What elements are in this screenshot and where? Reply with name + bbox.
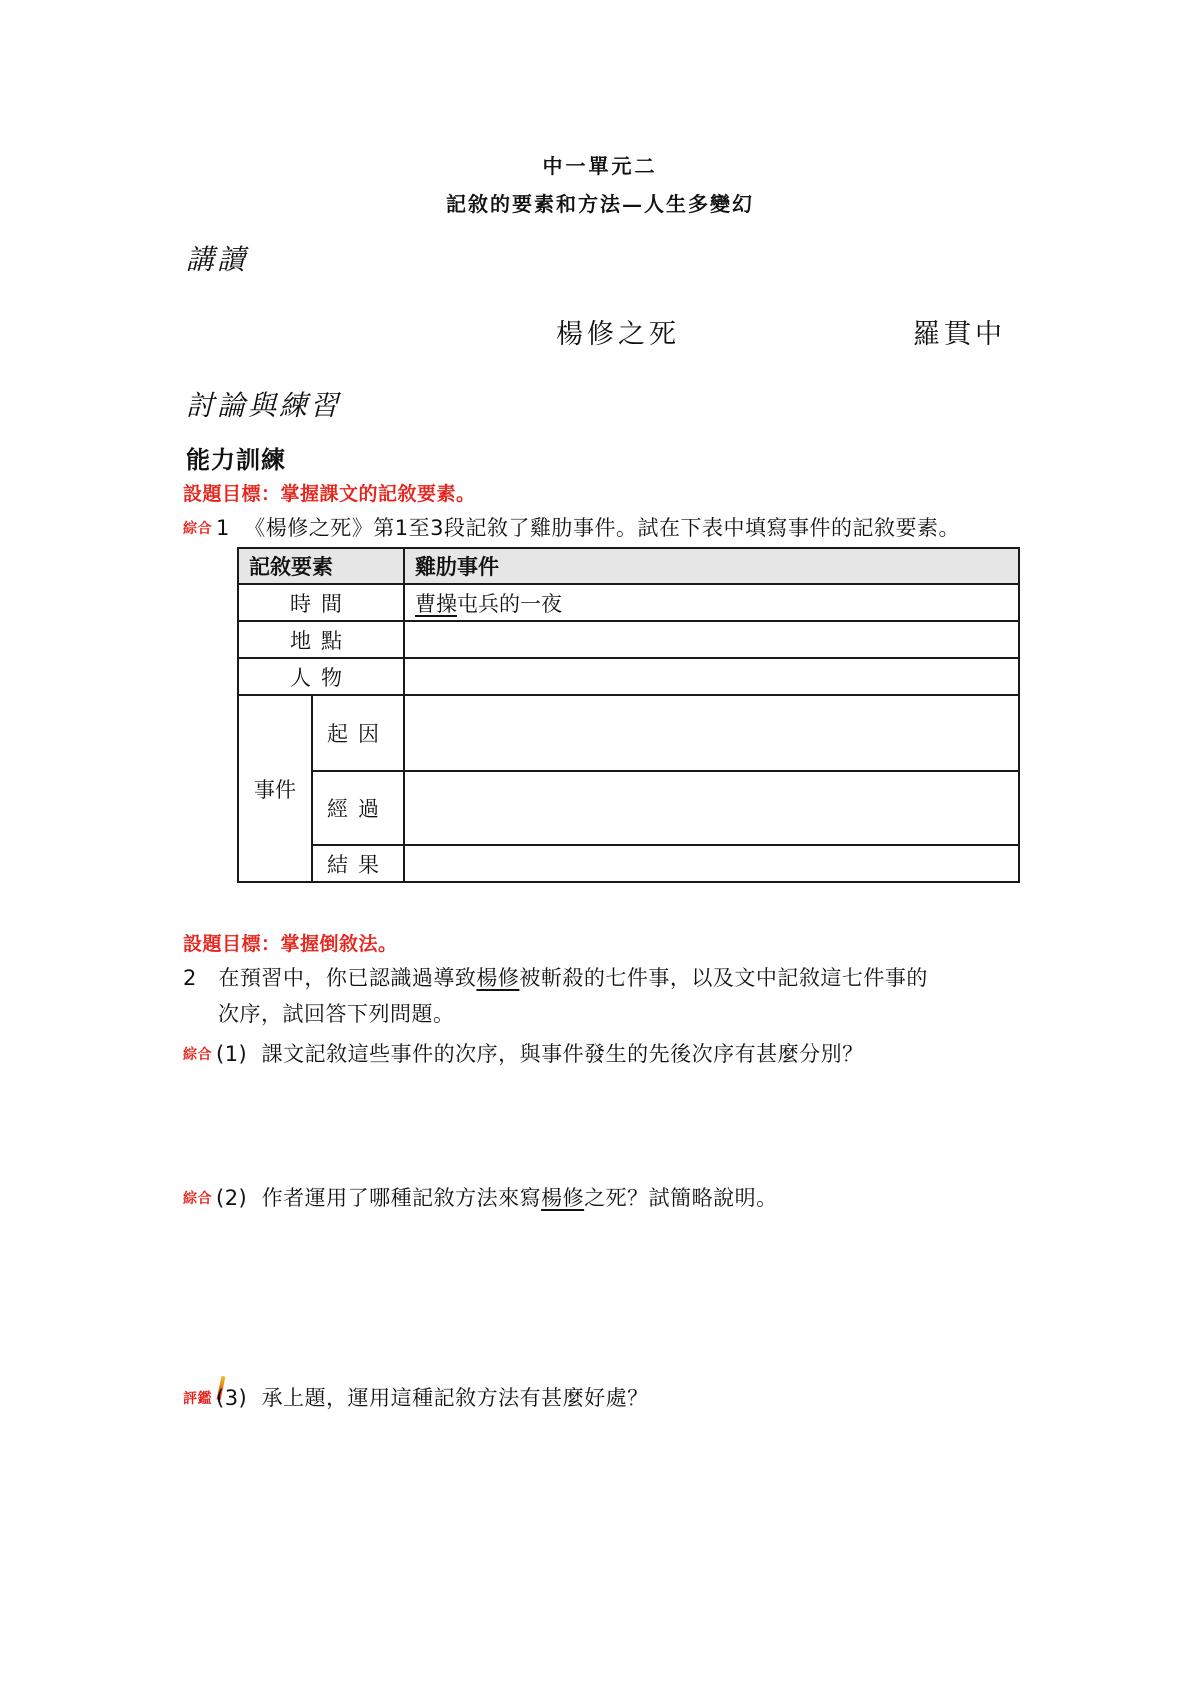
intro-name: 楊修 xyxy=(476,966,520,990)
sub-question-name: 楊修 xyxy=(541,1186,585,1210)
sub-question-number: (2) xyxy=(216,1186,248,1210)
intro-text-b: 被斬殺的七件事，以及文中記敘這七件事的 xyxy=(519,966,928,990)
time-cell[interactable] xyxy=(404,584,1019,621)
objective-1: 設題目標：掌握課文的記敘要素。 xyxy=(183,483,476,505)
time-value-rest: 屯兵的一夜 xyxy=(457,591,562,616)
reading-heading: 講讀 xyxy=(186,243,249,276)
question-1 xyxy=(183,510,960,547)
question-2-3 xyxy=(183,1380,649,1417)
row-label-process: 經過 xyxy=(312,771,404,845)
skill-tag: 綜合 xyxy=(183,521,212,537)
discussion-heading: 討論與練習 xyxy=(186,389,342,422)
skill-tag: 綜合 xyxy=(183,1191,212,1207)
cause-answer-cell[interactable] xyxy=(404,695,1019,771)
place-answer-cell[interactable] xyxy=(404,621,1019,658)
row-label-people: 人物 xyxy=(238,658,404,695)
lesson-author: 羅貫中 xyxy=(913,319,1006,350)
skill-tag: 綜合 xyxy=(183,1047,212,1063)
sub-question-text: 課文記敘這些事件的次序，與事件發生的先後次序有甚麼分別？ xyxy=(261,1042,864,1066)
row-label-event: 事件 xyxy=(238,695,312,882)
question-2-intro xyxy=(183,960,1033,1032)
row-label-place: 地點 xyxy=(238,621,404,658)
unit-label: 中一單元二 xyxy=(542,154,658,178)
skill-tag: 評鑑 xyxy=(183,1391,212,1407)
sub-question-number: (3) xyxy=(216,1386,248,1410)
intro-line-2: 次序，試回答下列問題。 xyxy=(218,1002,455,1026)
time-value-name: 曹操 xyxy=(415,591,457,616)
row-label-time: 時間 xyxy=(238,584,404,621)
section-title: 能力訓練 xyxy=(186,446,286,474)
row-label-cause: 起因 xyxy=(312,695,404,771)
sub-question-text: 承上題，運用這種記敘方法有甚麼好處？ xyxy=(261,1386,649,1410)
intro-text-a: 在預習中，你已認識過導致 xyxy=(218,966,477,990)
narrative-elements-table xyxy=(237,547,1020,883)
sub-question-number: (1) xyxy=(216,1042,248,1066)
question-2-1 xyxy=(183,1036,864,1073)
question-2-2 xyxy=(183,1180,778,1217)
col-header-event: 雞肋事件 xyxy=(404,548,1019,584)
process-answer-cell[interactable] xyxy=(404,771,1019,845)
objective-2: 設題目標：掌握倒敘法。 xyxy=(183,933,398,955)
col-header-elements: 記敘要素 xyxy=(238,548,404,584)
question-number: 1 xyxy=(216,516,230,540)
result-answer-cell[interactable] xyxy=(404,845,1019,882)
row-label-result: 結果 xyxy=(312,845,404,882)
question-text: 《楊修之死》第1至3段記敘了雞肋事件。試在下表中填寫事件的記敘要素。 xyxy=(244,516,960,540)
sub-question-text-a: 作者運用了哪種記敘方法來寫 xyxy=(261,1186,542,1210)
question-number: 2 xyxy=(183,966,197,990)
sub-question-text-b: 之死？試簡略說明。 xyxy=(584,1186,778,1210)
people-answer-cell[interactable] xyxy=(404,658,1019,695)
lesson-title: 楊修之死 xyxy=(556,319,680,350)
unit-title: 記敘的要素和方法—人生多變幻 xyxy=(446,192,754,216)
